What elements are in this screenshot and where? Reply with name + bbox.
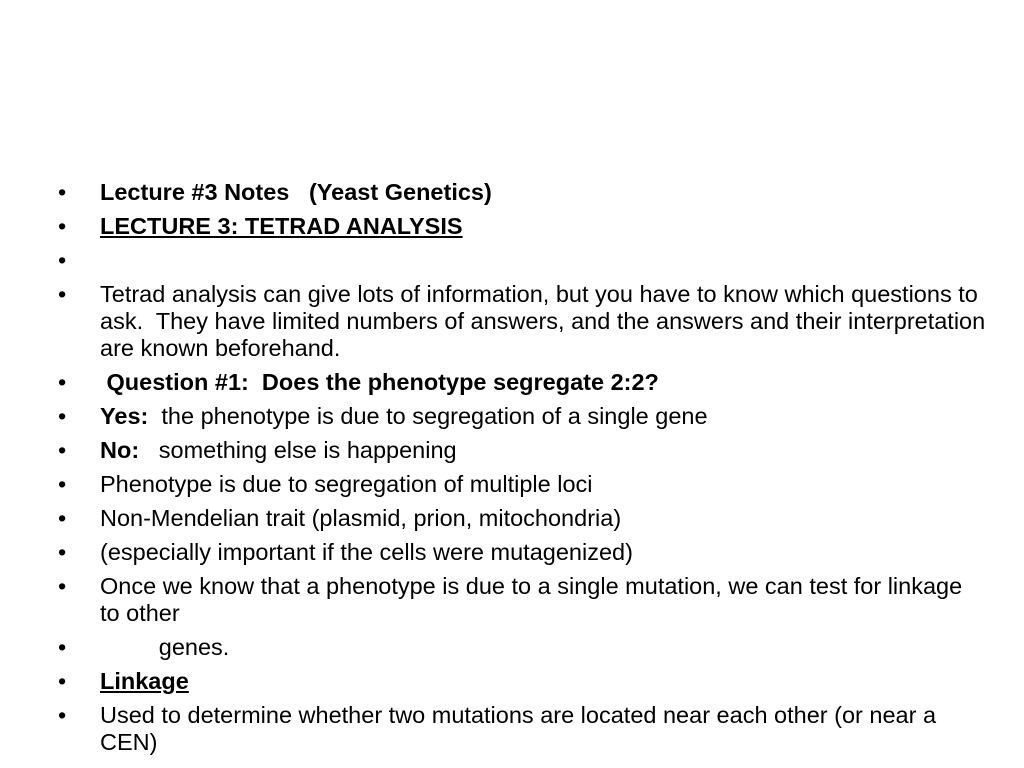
bullet-text: Question #1: Does the phenotype segregate 2:2?: [100, 369, 659, 395]
bullet-dot-icon: •: [58, 539, 67, 565]
bullet-dot-icon: •: [58, 471, 67, 497]
bullet-text: No:: [100, 437, 140, 463]
bullet-dot-icon: •: [58, 437, 67, 463]
bullet-item: [58, 369, 988, 396]
bullet-list: [58, 179, 992, 763]
bullet-text: Non-Mendelian trait (plasmid, prion, mitochondria): [100, 505, 622, 531]
bullet-item: [58, 179, 988, 206]
bullet-item: [58, 403, 988, 430]
bullet-dot-icon: •: [58, 573, 67, 599]
bullet-item: [58, 505, 988, 532]
bullet-dot-icon: •: [58, 213, 67, 239]
bullet-text: Once we know that a phenotype is due to a single mutation, we can test for linkage to other: [100, 573, 969, 626]
bullet-dot-icon: •: [58, 281, 67, 307]
bullet-text: the phenotype is due to segregation of a single gene: [148, 403, 708, 429]
bullet-text: something else is happening: [139, 437, 457, 463]
bullet-item: [58, 702, 988, 756]
bullet-item: [58, 281, 992, 362]
bullet-text: genes.: [100, 634, 230, 660]
bullet-item: [58, 573, 988, 627]
bullet-dot-icon: •: [58, 668, 67, 694]
bullet-item: [58, 539, 988, 566]
bullet-text: Used to determine whether two mutations are located near each other (or near a CEN): [100, 702, 943, 755]
bullet-item: [58, 213, 988, 240]
bullet-item: [58, 634, 988, 661]
bullet-item: [58, 668, 988, 695]
bullet-text: Yes:: [100, 403, 149, 429]
bullet-item: [58, 437, 988, 464]
bullet-text: Tetrad analysis can give lots of information, but you have to know which questions to ask. They have limited numbers of answers, and the answers and their interpretation are known beforehand.: [100, 281, 992, 361]
bullet-item: [58, 247, 988, 274]
bullet-text: Linkage: [100, 668, 189, 694]
bullet-dot-icon: •: [58, 505, 67, 531]
bullet-text: (especially important if the cells were mutagenized): [100, 539, 633, 565]
bullet-text: LECTURE 3: TETRAD ANALYSIS: [100, 213, 463, 239]
bullet-dot-icon: •: [58, 369, 67, 395]
bullet-dot-icon: •: [58, 179, 67, 205]
bullet-dot-icon: •: [58, 634, 67, 660]
bullet-dot-icon: •: [58, 403, 67, 429]
bullet-text: Phenotype is due to segregation of multiple loci: [100, 471, 593, 497]
bullet-dot-icon: •: [58, 247, 67, 273]
bullet-text: Lecture #3 Notes (Yeast Genetics): [100, 179, 492, 205]
bullet-dot-icon: •: [58, 702, 67, 728]
bullet-item: [58, 471, 988, 498]
